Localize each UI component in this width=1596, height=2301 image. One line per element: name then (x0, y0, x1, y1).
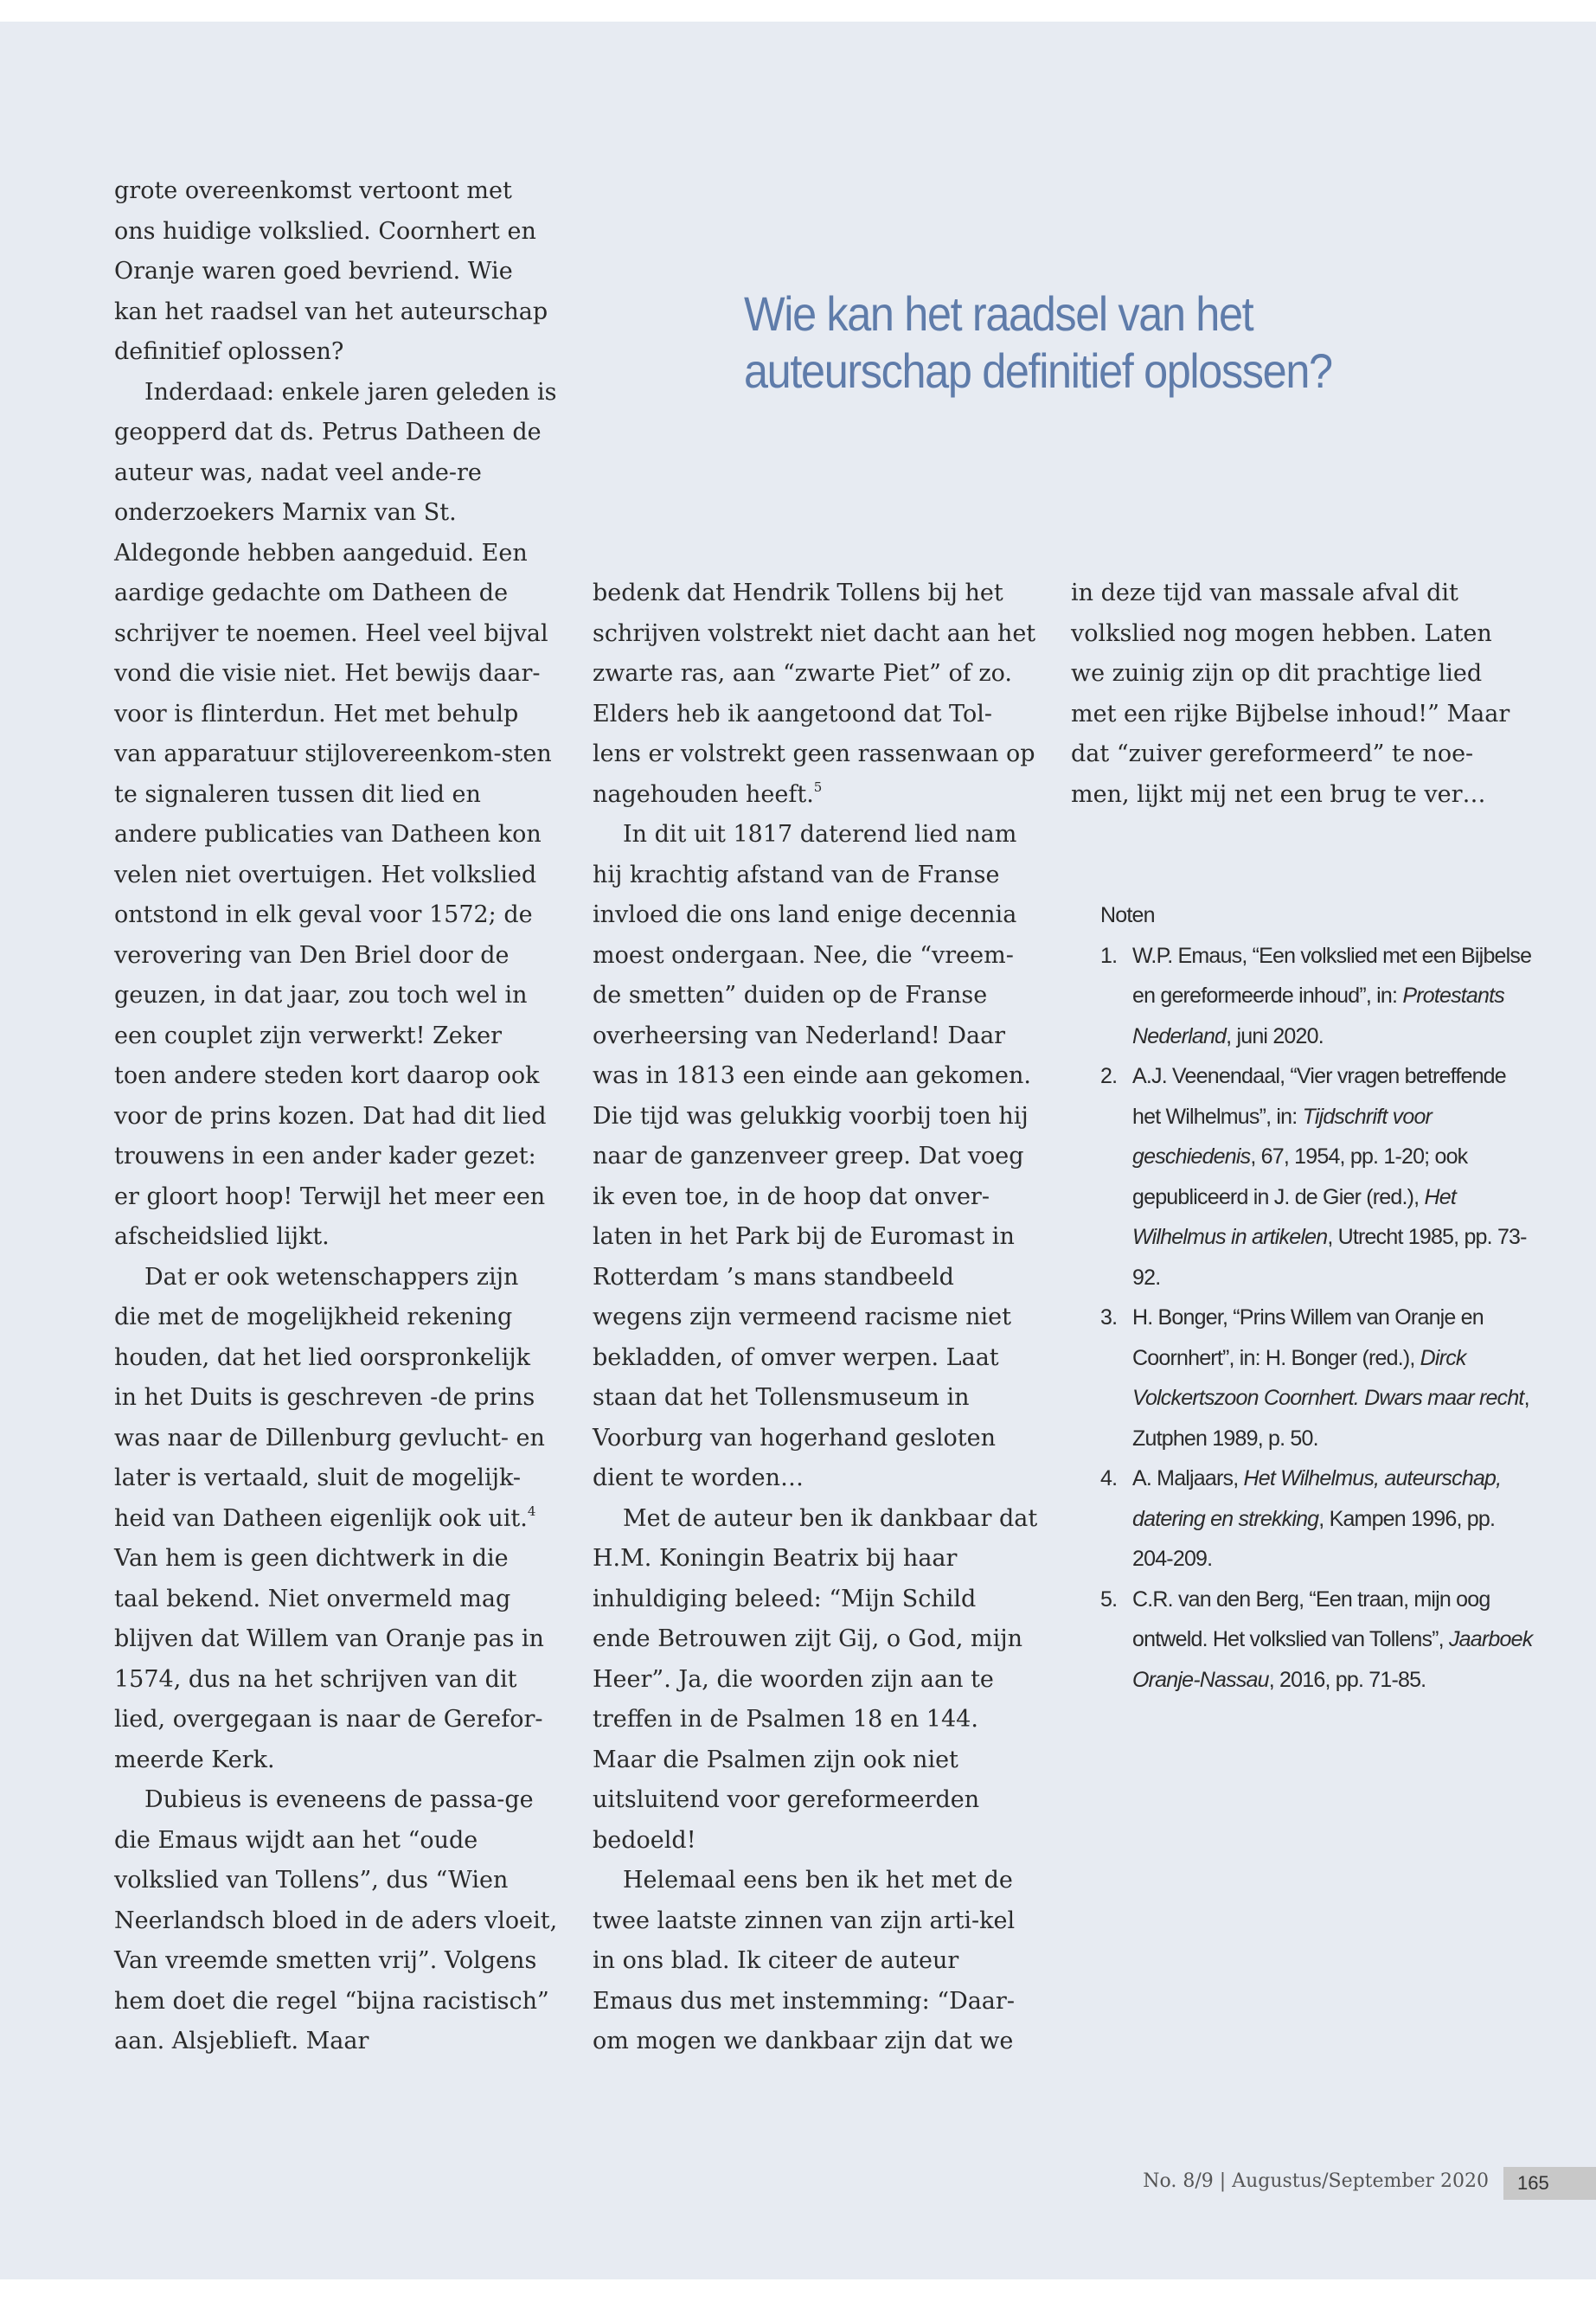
paragraph: Dubieus is eveneens de passa-ge die Emaus wijdt aan het “oude volkslied van Tollens”, dus “Wien Neerlandsch bloed in de aders vloeit, Van vreemde smetten vrij”. Volgens hem doet die regel “bijna racistisch” aan. Alsjeblieft. Maar (114, 1786, 558, 2054)
paragraph: Met de auteur ben ik dankbaar dat H.M. Koningin Beatrix bij haar inhuldiging beleed: “Mijn Schild ende Betrouwen zijt Gij, o God, mijn Heer”. Ja, die woorden zijn aan te treffen in de Psalmen 18 en 144. Maar die Psalmen zijn ook niet uitsluitend voor gereformeerden bedoeld! (593, 1504, 1038, 1854)
note-item (1100, 936, 1533, 1057)
note-title: Dirck Volckertszoon Coornhert. Dwars maar recht (1132, 1345, 1524, 1410)
note-text: , Zutphen 1989, p. 50. (1132, 1386, 1529, 1451)
paragraph-text: Dat er ook wetenschappers zijn die met de mogelijkheid rekening houden, dat het lied oorspronkelijk in het Duits is geschreven -de prins was naar de Dillenburg gevlucht- en later is vertaald, sluit de mogelijk-heid van Datheen eigenlijk ook uit. (114, 1263, 545, 1532)
article-column-2 (593, 574, 1038, 2062)
paragraph: grote overeenkomst vertoont met ons huidige volkslied. Coornhert en Oranje waren goed bevriend. Wie kan het raadsel van het auteurschap definitief oplossen? (114, 177, 548, 365)
note-number: 1. (1100, 943, 1118, 968)
pull-quote: Wie kan het raadsel van het auteurschap definitief oplossen? (744, 286, 1332, 398)
note-text: A. Maljaars, (1132, 1466, 1244, 1490)
note-text: , 67, 1954, pp. 1-20; ook gepubliceerd in J. de Gier (red.), (1132, 1144, 1468, 1209)
note-text: H. Bonger, “Prins Willem van Oranje en Coornhert”, in: H. Bonger (red.), (1132, 1305, 1484, 1370)
paragraph-text: Van hem is geen dichtwerk in die taal bekend. Niet onvermeld mag blijven dat Willem van Oranje pas in 1574, dus na het schrijven van dit lied, overgegaan is naar de Gerefor-meerde Kerk. (114, 1545, 544, 1773)
note-title: Het Wilhelmus, auteurschap, datering en strekking (1132, 1466, 1502, 1531)
note-number: 2. (1100, 1064, 1118, 1088)
article-column-1 (114, 171, 560, 2062)
paragraph: Helemaal eens ben ik het met de twee laatste zinnen van zijn arti-kel in ons blad. Ik citeer de auteur Emaus dus met instemming: “Daar-om mogen we dankbaar zijn dat we (593, 1867, 1016, 2054)
paragraph: In dit uit 1817 daterend lied nam hij krachtig afstand van de Franse invloed die ons land enige decennia moest ondergaan. Nee, die “vreem-de smetten” duiden op de Franse overheersing van Nederland! Daar was in 1813 een einde aan gekomen. Die tijd was gelukkig voorbij toen hij naar de ganzenveer greep. Dat voeg ik even toe, in de hoop dat onver-laten in het Park bij de Euromast in Rotterdam ’s mans standbeeld wegens zijn vermeend racisme niet bekladden, of omver werpen. Laat staan dat het Tollensmuseum in Voorburg van hogerhand gesloten dient te worden… (593, 821, 1031, 1491)
notes-title: Noten (1100, 903, 1155, 927)
notes-list (1100, 936, 1533, 1701)
issue-info: No. 8/9 | Augustus/September 2020 (1143, 2170, 1489, 2192)
note-text: , Utrecht 1985, pp. 73-92. (1132, 1225, 1527, 1290)
note-number: 3. (1100, 1305, 1118, 1330)
footnote-ref-5[interactable]: 5 (813, 779, 823, 795)
note-number: 4. (1100, 1466, 1118, 1490)
note-title: Tijdschrift voor geschiedenis (1132, 1104, 1433, 1169)
page-number: 165 (1503, 2167, 1596, 2200)
note-title: Protestants Nederland (1132, 984, 1504, 1048)
note-text: , juni 2020. (1226, 1023, 1324, 1048)
article-column-3 (1071, 574, 1516, 815)
note-text: , 2016, pp. 71-85. (1268, 1667, 1426, 1692)
paragraph: Inderdaad: enkele jaren geleden is geopperd dat ds. Petrus Datheen de auteur was, nadat veel ande-re onderzoekers Marnix van St. Aldegonde hebben aangeduid. Een aardige gedachte om Datheen de schrijver te noemen. Heel veel bijval vond die visie niet. Het bewijs daar-voor is flinterdun. Het met behulp van apparatuur stijlovereenkom-sten te signaleren tussen dit lied en andere publicaties van Datheen kon velen niet overtuigen. Het volkslied ontstond in elk geval voor 1572; de verovering van Den Briel door de geuzen, in dat jaar, zou toch wel in een couplet zijn verwerkt! Zeker toen andere steden kort daarop ook voor de prins kozen. Dat had dit lied trouwens in een ander kader gezet: er gloort hoop! Terwijl het meer een afscheidslied lijkt. (114, 378, 557, 1250)
note-text: W.P. Emaus, “Een volkslied met een Bijbelse en gereformeerde inhoud”, in: (1132, 943, 1532, 1008)
note-item (1100, 1298, 1533, 1458)
paragraph-text: bedenk dat Hendrik Tollens bij het schrijven volstrekt niet dacht aan het zwarte ras, aan “zwarte Piet” of zo. Elders heb ik aangetoond dat Tol-lens er volstrekt geen rassenwaan op nagehouden heeft. (593, 580, 1036, 808)
note-text: , Kampen 1996, pp. 204-209. (1132, 1506, 1496, 1571)
footnote-ref-4[interactable]: 4 (527, 1503, 536, 1519)
paragraph (114, 1258, 560, 1781)
note-item (1100, 1056, 1533, 1298)
note-title: Jaarboek Oranje-Nassau (1132, 1627, 1533, 1692)
paragraph (593, 574, 1038, 815)
note-item (1100, 1580, 1533, 1701)
note-text: A.J. Veenendaal, “Vier vragen betreffende het Wilhelmus”, in: (1132, 1064, 1506, 1129)
paragraph: in deze tijd van massale afval dit volkslied nog mogen hebben. Laten we zuinig zijn op dit prachtige lied met een rijke Bijbelse inhoud!” Maar dat “zuiver gereformeerd” te noe-men, lijkt mij net een brug te ver… (1071, 580, 1510, 808)
note-number: 5. (1100, 1586, 1118, 1612)
footnotes (1100, 895, 1533, 1700)
note-text: C.R. van den Berg, “Een traan, mijn oog ontweld. Het volkslied van Tollens”, (1132, 1586, 1490, 1651)
note-item (1100, 1458, 1533, 1580)
note-title: Het Wilhelmus in artikelen (1132, 1184, 1456, 1249)
page-footer (0, 2167, 1596, 2200)
